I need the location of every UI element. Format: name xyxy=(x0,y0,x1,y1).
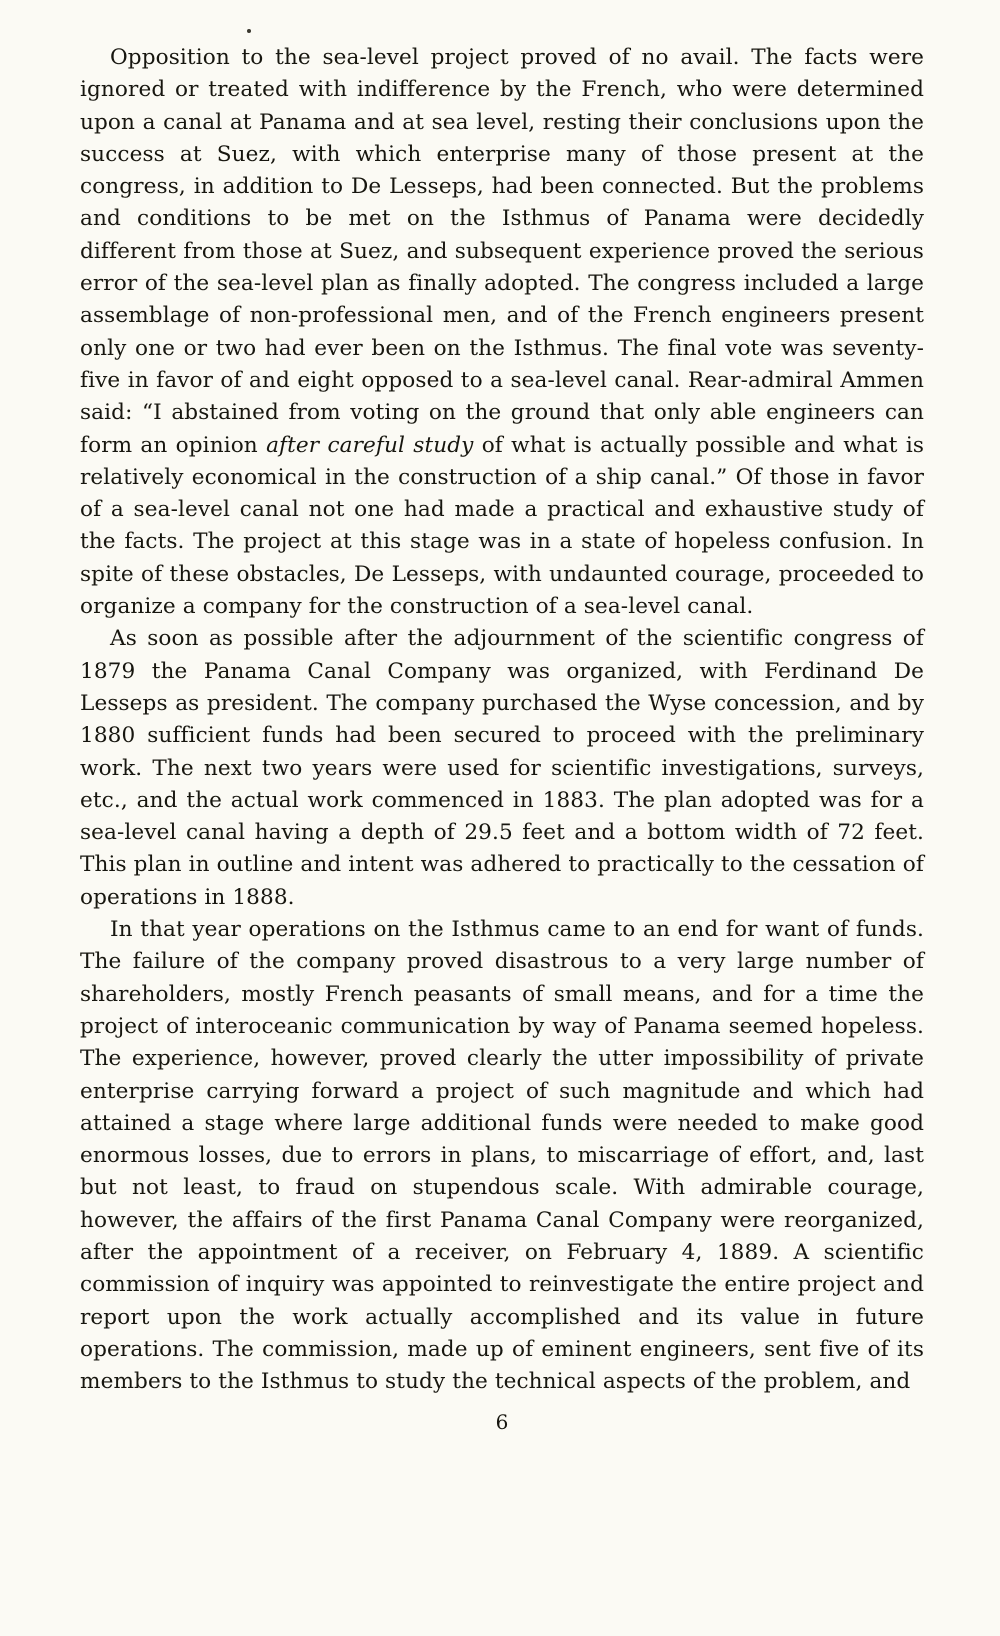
print-artifact-dot xyxy=(247,29,251,33)
paragraph-1-text: Opposition to the sea-level project proved of no avail. The facts were ignored or treated with indifference by the French, who were determined upon a canal at Panama and at sea level, resting their conclusions upon the success at Suez, with which enterprise many of those present at the congress, in addition to De Lesseps, had been connected. But the problems and conditions to be met on the Isthmus of Panama were decidedly different from those at Suez, and subsequent experience proved the serious error of the sea-level plan as finally adopted. The congress included a large assemblage of non-professional men, and of the French engineers present only one or two had ever been on the Isthmus. The final vote was seventy-five in favor of and eight opposed to a sea-level canal. Rear-admiral Ammen said: “I abstained from voting on the ground that only able engineers can form an opinion xyxy=(80,45,924,458)
paragraph-3: In that year operations on the Isthmus came to an end for want of funds. The failure of the company proved disastrous to a very large number of shareholders, mostly French peasants of small means, and for a time the project of interoceanic communication by way of Panama seemed hopeless. The experience, however, proved clearly the utter impossibility of private enterprise carrying forward a project of such magnitude and which had attained a stage where large additional funds were needed to make good enormous losses, due to errors in plans, to miscarriage of effort, and, last but not least, to fraud on stupendous scale. With admirable courage, however, the affairs of the first Panama Canal Company were reorganized, after the appointment of a receiver, on February 4, 1889. A scientific commission of inquiry was appointed to reinvestigate the entire project and report upon the work actually accomplished and its value in future operations. The commission, made up of eminent engineers, sent five of its members to the Isthmus to study the technical aspects of the problem, and xyxy=(80,917,924,1395)
paragraph-1 xyxy=(80,42,924,623)
paragraph-1-italic-phrase: after careful study xyxy=(266,432,474,458)
paragraph-1-text-continued: of what is actually possible and what is relatively economical in the construction of a ship canal.” Of those in favor of a sea-level canal not one had made a practical and exhaustive study of the facts. The project at this stage was in a state of hopeless confusion. In spite of these obstacles, De Lesseps, with undaunted courage, proceeded to organize a company for the construction of a sea-level canal. xyxy=(80,432,925,620)
paragraph-2: As soon as possible after the adjournment of the scientific congress of 1879 the Panama Canal Company was organized, with Ferdinand De Lesseps as president. The company purchased the Wyse concession, and by 1880 sufficient funds had been secured to proceed with the preliminary work. The next two years were used for scientific investigations, surveys, etc., and the actual work commenced in 1883. The plan adopted was for a sea-level canal having a depth of 29.5 feet and a bottom width of 72 feet. This plan in outline and intent was adhered to practically to the cessation of operations in 1888. xyxy=(80,626,924,910)
page-number: 6 xyxy=(495,1410,509,1435)
